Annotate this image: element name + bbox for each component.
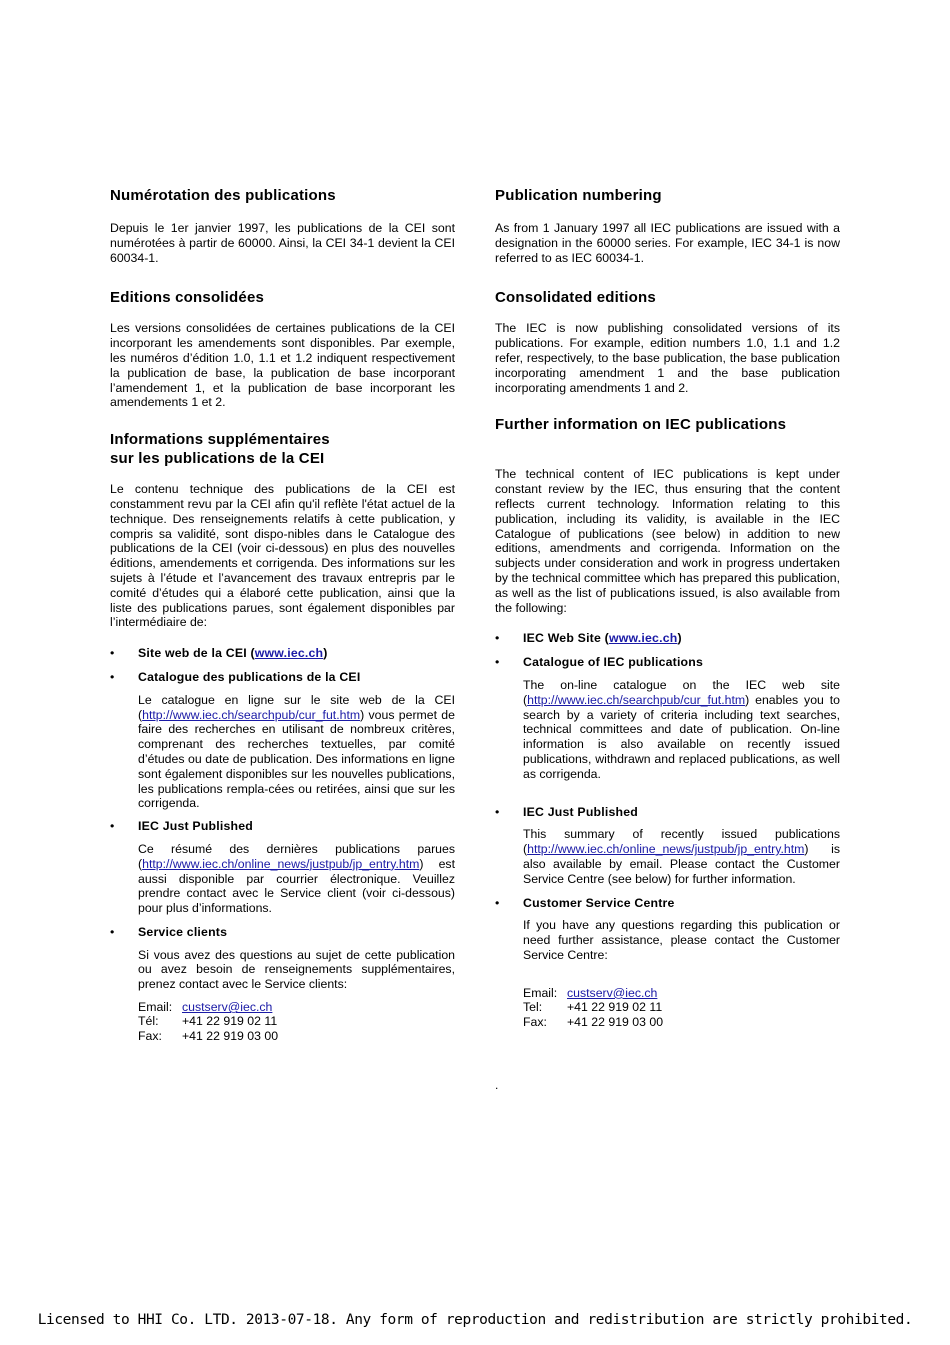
justpub-link-en[interactable]: http://www.iec.ch/online_news/justpub/jp_entry.htm: [527, 842, 805, 857]
tel-label-en: Tel:: [523, 1000, 543, 1015]
email-link-en[interactable]: custserv@iec.ch: [567, 985, 658, 1000]
further-heading-en: Further information on IEC publications: [495, 416, 787, 434]
contact-block-fr: [110, 1000, 455, 1043]
bullet-website-fr: [110, 646, 455, 661]
french-column: [110, 186, 455, 1043]
consolidated-heading-fr: Editions consolidées: [110, 289, 265, 307]
catalogue-pre-fr: Le catalogue en ligne sur le site web de la CEI (: [138, 692, 455, 722]
catalogue-link-fr[interactable]: http://www.iec.ch/searchpub/cur_fut.htm: [142, 707, 361, 722]
catalogue-pre-en: The on-line catalogue on the IEC web site (: [523, 677, 840, 707]
tel-value-en: +41 22 919 02 11: [567, 1000, 663, 1015]
catalogue-post-fr: ) vous permet de faire des recherches en utilisant de nombreux critères, comprenant des recherches textuelles, par comité d’études ou date de publication. Des informations en ligne sont également disponibles sur les nouvelles publications, les publications rempla-cées ou retirées, ainsi que sur les corrigenda.: [138, 707, 455, 811]
bullet-justpub-en: [495, 805, 840, 820]
further-heading-fr-line2: sur les publications de la CEI: [110, 450, 325, 468]
catalogue-text-fr: [110, 693, 455, 811]
consolidated-text-en: The IEC is now publishing consolidated versions of its publications. For example, edition numbers 1.0, 1.1 and 1.2 refer, respectively, to the base publication, the base publication incorporating amendment 1 and the base publication incorporating amendments 1 and 2.: [495, 321, 840, 395]
english-column: [495, 186, 840, 1029]
catalogue-label-fr: Catalogue des publications de la CEI: [138, 669, 361, 684]
justpub-link-fr[interactable]: http://www.iec.ch/online_news/justpub/jp_entry.htm: [142, 856, 420, 871]
bullet-icon: •: [495, 631, 500, 646]
website-label-en: IEC Web Site (: [523, 631, 609, 646]
service-text-fr: Si vous avez des questions au sujet de cette publication ou avez besoin de renseignements supplémentaires, prenez contact avec le Service clients:: [138, 947, 455, 992]
service-label-en: Customer Service Centre: [523, 895, 675, 910]
service-label-fr: Service clients: [138, 924, 228, 939]
numbering-heading-fr: Numérotation des publications: [110, 187, 336, 204]
tel-label-fr: Tél:: [138, 1014, 159, 1029]
catalogue-text-en: [495, 678, 840, 782]
bullet-icon: •: [495, 655, 500, 670]
justpub-pre-en: This summary of recently issued publications (: [523, 827, 840, 857]
justpub-post-fr: ) est aussi disponible par courrier électronique. Veuillez prendre contact avec le Service client (voir ci-dessous) pour plus d’informations.: [138, 856, 455, 916]
bullet-service-en: [495, 896, 840, 911]
service-text-en: If you have any questions regarding this publication or need further assistance, please contact the Customer Service Centre:: [523, 918, 840, 962]
email-label-fr: Email:: [138, 1000, 173, 1015]
fax-value-en: +41 22 919 03 00: [567, 1014, 664, 1029]
fax-value-fr: +41 22 919 03 00: [182, 1028, 279, 1043]
bullet-icon: •: [495, 804, 500, 819]
justpub-label-fr: IEC Just Published: [138, 819, 253, 834]
trailing-dot: .: [495, 1078, 499, 1092]
bullet-icon: •: [110, 669, 115, 684]
fax-label-fr: Fax:: [138, 1028, 162, 1043]
bullet-justpub-fr: [110, 819, 455, 834]
bullet-icon: •: [495, 895, 500, 910]
further-heading-fr: [110, 430, 455, 468]
catalogue-post-en: ) enables you to search by a variety of criteria including text searches, technical committees and date of publication. On-line information is also available on recently issued publications, withdrawn and replaced publications, as well as corrigenda.: [523, 692, 840, 781]
justpub-text-en: [495, 827, 840, 886]
justpub-pre-fr: Ce résumé des dernières publications parues (: [138, 841, 455, 871]
website-link-en[interactable]: www.iec.ch: [608, 631, 678, 646]
catalogue-label-en: Catalogue of IEC publications: [523, 655, 704, 670]
catalogue-link-en[interactable]: http://www.iec.ch/searchpub/cur_fut.htm: [527, 692, 746, 707]
numbering-heading-en: Publication numbering: [495, 187, 662, 204]
justpub-label-en: IEC Just Published: [523, 804, 638, 819]
email-link-fr[interactable]: custserv@iec.ch: [182, 1000, 273, 1015]
website-close-fr: ): [323, 646, 328, 661]
license-footer: Licensed to HHI Co. LTD. 2013-07-18. Any form of reproduction and redistribution are strictly prohibited.: [37, 1312, 913, 1328]
further-text-fr: Le contenu technique des publications de la CEI est constamment revu par la CEI afin qu'il reflète l'état actuel de la technique. Des renseignements relatifs à cette publication, y compris sa validité, sont dispo-nibles dans le Catalogue des publications de la CEI (voir ci-dessous) en plus des nouvelles éditions, amendements et corrigenda. Des informations sur les sujets à l’étude et l’avancement des travaux entrepris par le comité d’études qui a élaboré cette publication, ainsi que la liste des publications parues, sont également disponibles par l’intermédiaire de:: [110, 482, 455, 630]
numbering-text-en: As from 1 January 1997 all IEC publications are issued with a designation in the 60000 series. For example, IEC 34-1 is now referred to as IEC 60034-1.: [495, 221, 840, 265]
contact-block-en: [495, 986, 840, 1029]
website-close-en: ): [677, 631, 682, 646]
bullet-catalogue-fr: [110, 670, 455, 685]
consolidated-text-fr: Les versions consolidées de certaines publications de la CEI incorporant les amendements sont disponibles. Par exemple, les numéros d’édition 1.0, 1.1 et 1.2 indiquent respectivement la publication de base, la publication de base incorporant l’amendement 1, et la publication de base incorporant les amendements 1 et 2.: [110, 321, 455, 410]
website-link-fr[interactable]: www.iec.ch: [254, 646, 324, 661]
numbering-text-fr: Depuis le 1er janvier 1997, les publications de la CEI sont numérotées à partir de 60000. Ainsi, la CEI 34-1 devient la CEI 60034-1.: [110, 221, 455, 265]
justpub-text-fr: [110, 842, 455, 916]
bullet-icon: •: [110, 819, 115, 834]
website-label-fr: Site web de la CEI (: [138, 646, 255, 661]
bullet-icon: •: [110, 924, 115, 939]
email-label-en: Email:: [523, 985, 558, 1000]
further-text-en: The technical content of IEC publications is kept under constant review by the IEC, thus ensuring that the content reflects current technology. Information relating to this publication, including its validity, is available in the IEC Catalogue of publications (see below) in addition to new editions, amendments and corrigenda. Information on the subjects under consideration and work in progress undertaken by the technical committee which has prepared this publication, as well as the list of publications issued, is also available from the following:: [495, 467, 840, 615]
justpub-post-en: ) is also available by email. Please contact the Customer Service Centre (see below) for further information.: [523, 842, 840, 886]
bullet-service-fr: [110, 925, 455, 940]
fax-label-en: Fax:: [523, 1014, 547, 1029]
tel-value-fr: +41 22 919 02 11: [182, 1014, 278, 1029]
bullet-catalogue-en: [495, 655, 840, 670]
further-heading-fr-line1: Informations supplémentaires: [110, 431, 330, 449]
bullet-icon: •: [110, 646, 115, 661]
consolidated-heading-en: Consolidated editions: [495, 289, 656, 307]
bullet-website-en: [495, 631, 840, 646]
